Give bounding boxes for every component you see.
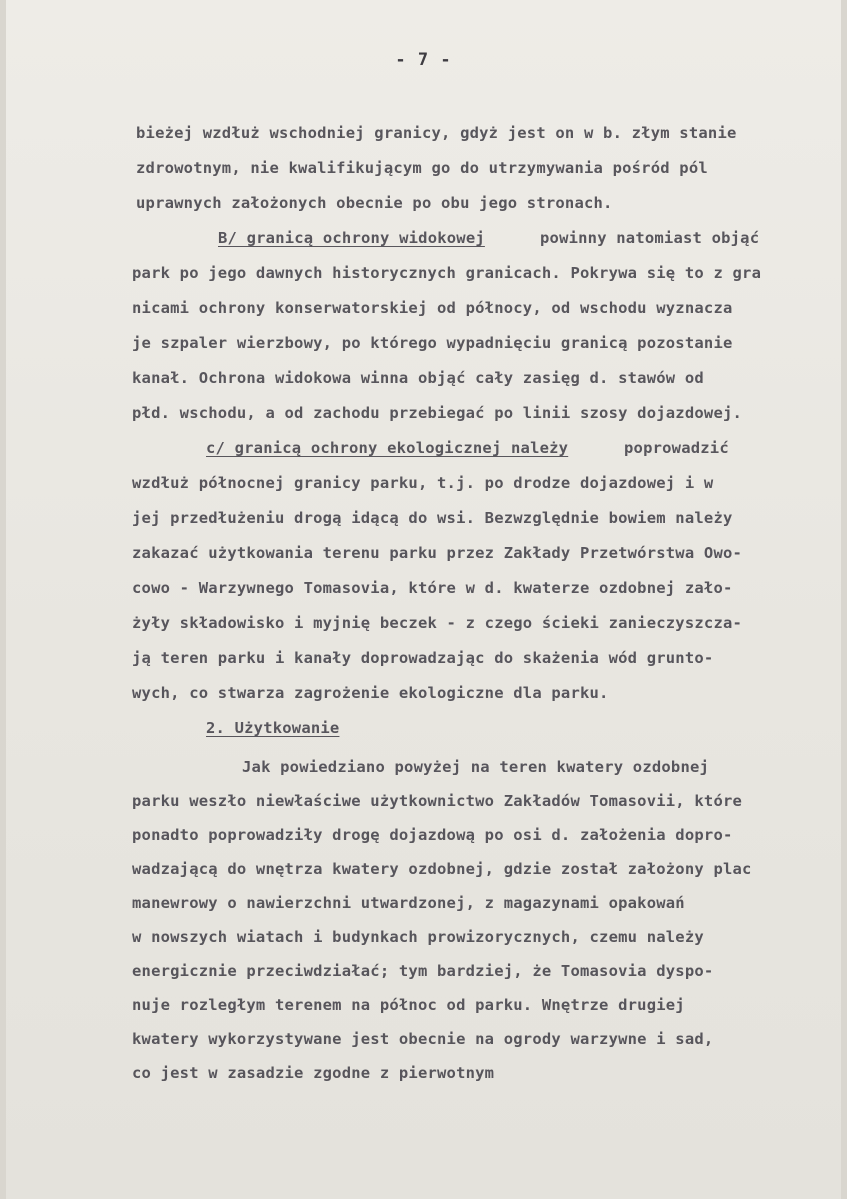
text-line: poprowadzić [624,439,729,457]
subheading-b: B/ granicą ochrony widokowej [218,229,485,247]
section-heading: 2. Użytkowanie [206,719,340,737]
text-line: Jak powiedziano powyżej na teren kwatery ozdobnej [242,758,710,776]
text-line: płd. wschodu, a od zachodu przebiegać po linii szosy dojazdowej. [132,404,743,422]
text-line: wzdłuż północnej granicy parku, t.j. po drodze dojazdowej i w [132,474,714,492]
text-line: zdrowotnym, nie kwalifikującym go do utrzymywania pośród pól [136,159,708,177]
text-line: nicami ochrony konserwatorskiej od północy, od wschodu wyznacza [132,299,733,317]
text-line: cowo - Warzywnego Tomasovia, które w d. kwaterze ozdobnej zało- [132,579,733,597]
text-line: w nowszych wiatach i budynkach prowizorycznych, czemu należy [132,928,704,946]
text-line: bieżej wzdłuż wschodniej granicy, gdyż jest on w b. złym stanie [136,124,737,142]
text-line: ponadto poprowadziły drogę dojazdową po osi d. założenia dopro- [132,826,733,844]
text-line: zakazać użytkowania terenu parku przez Zakłady Przetwórstwa Owo- [132,544,743,562]
text-line: nuje rozległym terenem na północ od parku. Wnętrze drugiej [132,996,685,1014]
text-line: wych, co stwarza zagrożenie ekologiczne dla parku. [132,684,609,702]
text-line: wadzającą do wnętrza kwatery ozdobnej, gdzie został założony plac [132,860,752,878]
text-line: parku weszło niewłaściwe użytkownictwo Zakładów Tomasovii, które [132,792,743,810]
text-line: powinny natomiast objąć [540,229,760,247]
text-line: je szpaler wierzbowy, po którego wypadnięciu granicą pozostanie [132,334,733,352]
page-left-edge [0,0,6,1199]
text-line: kwatery wykorzystywane jest obecnie na ogrody warzywne i sad, [132,1030,714,1048]
text-line: ją teren parku i kanały doprowadzając do skażenia wód grunto- [132,649,714,667]
page-right-edge [841,0,847,1199]
text-line: żyły składowisko i myjnię beczek - z czego ścieki zanieczyszcza- [132,614,743,632]
text-line: park po jego dawnych historycznych granicach. Pokrywa się to z gra [132,264,762,282]
text-line: co jest w zasadzie zgodne z pierwotnym [132,1064,495,1082]
text-line: uprawnych założonych obecnie po obu jego stronach. [136,194,613,212]
subheading-c: c/ granicą ochrony ekologicznej należy [206,439,569,457]
text-line: manewrowy o nawierzchni utwardzonej, z magazynami opakowań [132,894,685,912]
text-line: energicznie przeciwdziałać; tym bardziej, że Tomasovia dyspo- [132,962,714,980]
text-line: jej przedłużeniu drogą idącą do wsi. Bezwzględnie bowiem należy [132,509,733,527]
page-number: - 7 - [395,50,452,70]
text-line: kanał. Ochrona widokowa winna objąć cały zasięg d. stawów od [132,369,704,387]
